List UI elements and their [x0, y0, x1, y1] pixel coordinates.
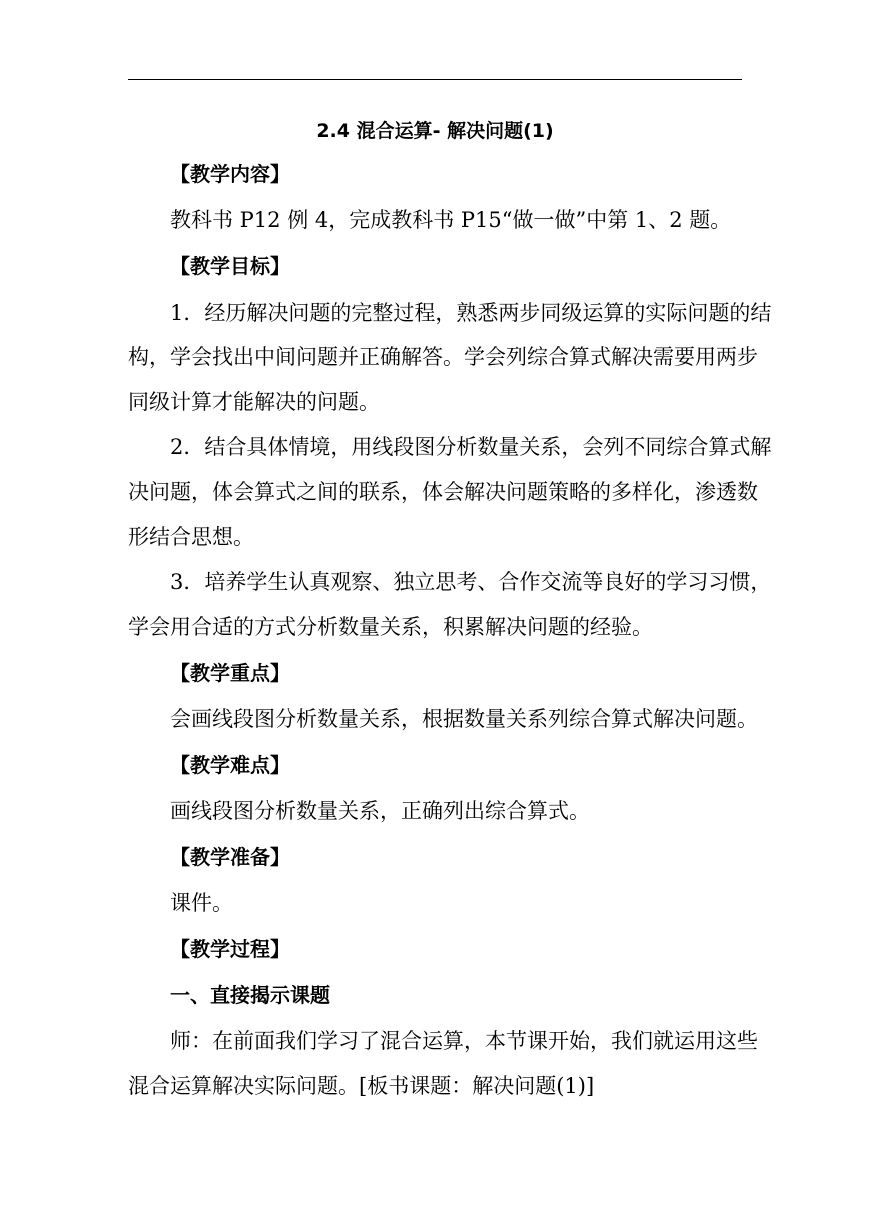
- header-rule: [128, 79, 742, 80]
- page-title: 2.4 混合运算- 解决问题(1): [316, 120, 554, 142]
- goal-1-line-1: 1．经历解决问题的完整过程，熟悉两步同级运算的实际问题的结: [170, 301, 772, 325]
- step-1-line-2: 混合运算解决实际问题。[板书课题：解决问题(1)]: [128, 1074, 595, 1098]
- goal-2-line-2: 决问题，体会算式之间的联系，体会解决问题策略的多样化，渗透数: [128, 480, 758, 504]
- section-heading-key: 【教学重点】: [170, 661, 290, 685]
- section-heading-process: 【教学过程】: [170, 937, 290, 961]
- difficulty-text: 画线段图分析数量关系，正确列出综合算式。: [170, 799, 590, 823]
- section-heading-preparation: 【教学准备】: [170, 845, 290, 869]
- goal-2-line-1: 2．结合具体情境，用线段图分析数量关系，会列不同综合算式解: [170, 435, 772, 459]
- section-heading-content: 【教学内容】: [170, 162, 290, 186]
- content-text: 教科书 P12 例 4，完成教科书 P15“做一做”中第 1、2 题。: [170, 208, 732, 232]
- goal-1-line-3: 同级计算才能解决的问题。: [128, 390, 380, 414]
- section-heading-goals: 【教学目标】: [170, 254, 290, 278]
- key-text: 会画线段图分析数量关系，根据数量关系列综合算式解决问题。: [170, 707, 758, 731]
- step-1-line-1: 师：在前面我们学习了混合运算，本节课开始，我们就运用这些: [170, 1029, 758, 1053]
- goal-1-line-2: 构，学会找出中间问题并正确解答。学会列综合算式解决需要用两步: [128, 345, 758, 369]
- section-heading-difficulty: 【教学难点】: [170, 753, 290, 777]
- goal-2-line-3: 形结合思想。: [128, 525, 254, 549]
- goal-3-line-1: 3．培养学生认真观察、独立思考、合作交流等良好的学习习惯，: [170, 570, 772, 594]
- step-1-heading: 一、直接揭示课题: [170, 983, 330, 1007]
- goal-3-line-2: 学会用合适的方式分析数量关系，积累解决问题的经验。: [128, 615, 653, 639]
- preparation-text: 课件。: [170, 891, 233, 915]
